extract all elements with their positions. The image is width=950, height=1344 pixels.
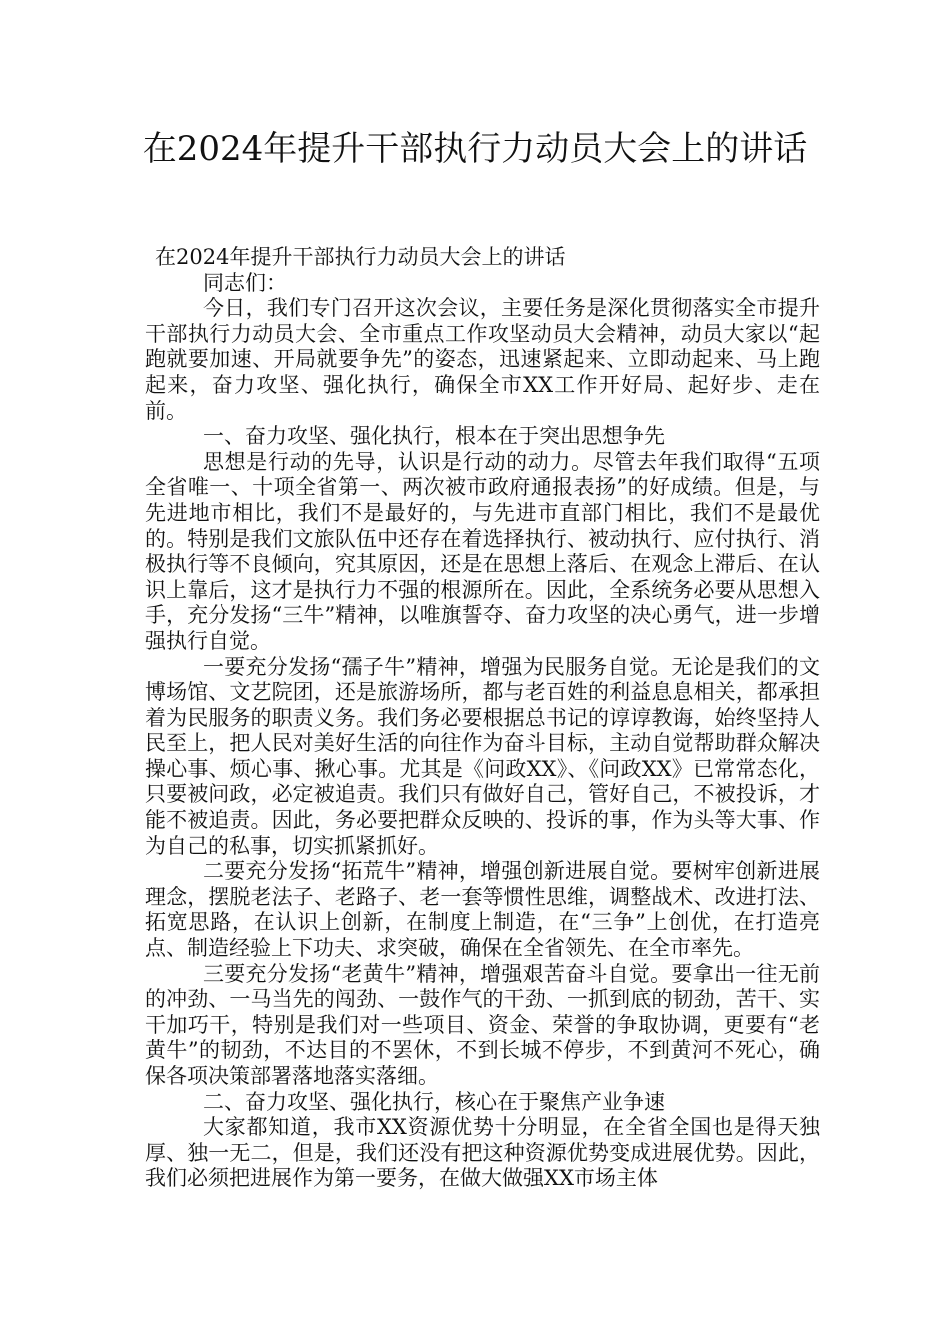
greeting: 同志们： [203,270,287,295]
section-heading-2: 二、奋力攻坚、强化执行，核心在于聚焦产业争速 [203,1089,665,1114]
paragraph-intro: 今日，我们专门召开这次会议，主要任务是深化贯彻落实全市提升干部执行力动员大会、全市重点工作攻坚动员大会精神，动员大家以“起跑就要加速、开局就要争先”的姿态，迅速紧起来、立即动起来、马上跑起来，奋力攻坚、强化执行，确保全市XX工作开好局、起好步、走在前。 [145,296,820,423]
paragraph-thought: 思想是行动的先导，认识是行动的动力。尽管去年我们取得“五项全省唯一、十项全省第一、两次被市政府通报表扬”的好成绩。但是，与先进地市相比，我们不是最好的，与先进市直部门相比，我们不是最优的。特别是我们文旅队伍中还存在着选择执行、被动执行、应付执行、消极执行等不良倾向，究其原因，还是在思想上落后、在观念上滞后、在认识上靠后，这才是执行力不强的根源所在。因此，全系统务必要从思想入手，充分发扬“三牛”精神，以唯旗誓夺、奋力攻坚的决心勇气，进一步增强执行自觉。 [145,449,820,653]
paragraph-ruzi-niu: 一要充分发扬“孺子牛”精神，增强为民服务自觉。无论是我们的文博场馆、文艺院团，还是旅游场所，都与老百姓的利益息息相关，都承担着为民服务的职责义务。我们务必要根据总书记的谆谆教诲，始终坚持人民至上，把人民对美好生活的向往作为奋斗目标，主动自觉帮助群众解决操心事、烦心事、揪心事。尤其是《问政XX》、《问政XX》已常常态化，只要被问政，必定被追责。我们只有做好自己，管好自己，不被投诉，才能不被追责。因此，务必要把群众反映的、投诉的事，作为头等大事、作为自己的私事，切实抓紧抓好。 [145,654,820,858]
paragraph-industry: 大家都知道，我市XX资源优势十分明显，在全省全国也是得天独厚、独一无二，但是，我们还没有把这种资源优势变成进展优势。因此，我们必须把进展作为第一要务，在做大做强XX市场主体 [145,1115,820,1191]
document-body [145,245,820,1192]
document-subtitle: 在2024年提升干部执行力动员大会上的讲话 [155,245,566,269]
document-title: 在2024年提升干部执行力动员大会上的讲话 [142,129,808,169]
section-heading-1: 一、奋力攻坚、强化执行，根本在于突出思想争先 [203,424,665,449]
paragraph-laohuang-niu: 三要充分发扬“老黄牛”精神，增强艰苦奋斗自觉。要拿出一往无前的冲劲、一马当先的闯劲、一鼓作气的干劲、一抓到底的韧劲，苦干、实干加巧干，特别是我们对一些项目、资金、荣誉的争取协调，更要有“老黄牛”的韧劲，不达目的不罢休，不到长城不停步，不到黄河不死心，确保各项决策部署落地落实落细。 [145,961,820,1088]
paragraph-tuohuang-niu: 二要充分发扬“拓荒牛”精神，增强创新进展自觉。要树牢创新进展理念，摆脱老法子、老路子、老一套等惯性思维，调整战术、改进打法、拓宽思路，在认识上创新，在制度上制造，在“三争”上创优，在打造亮点、制造经验上下功夫、求突破，确保在全省领先、在全市率先。 [145,859,820,961]
